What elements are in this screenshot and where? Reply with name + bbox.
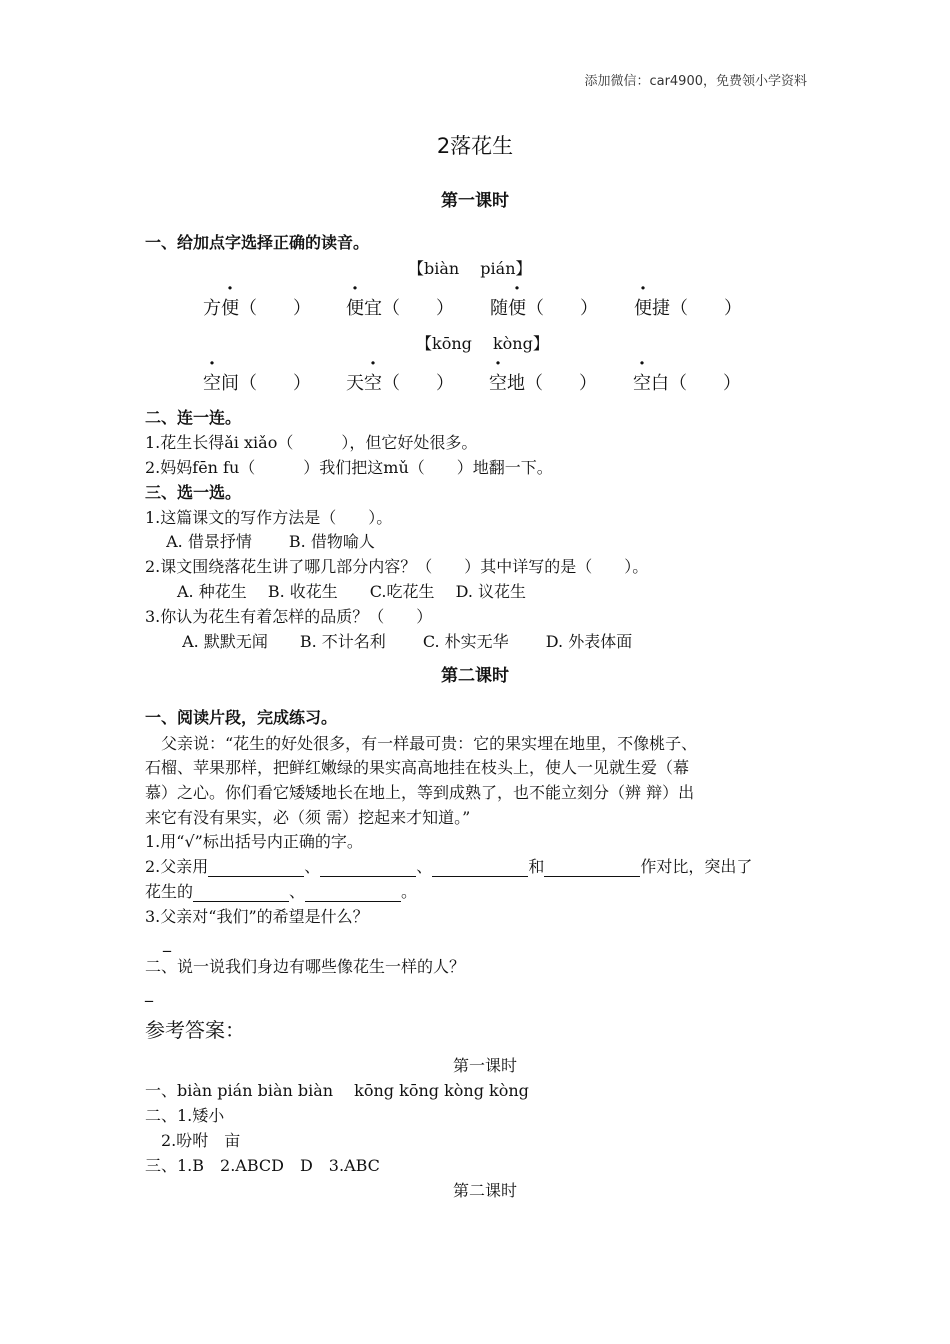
dotted-char: 空 [489, 373, 507, 394]
word-item: 空间（ ） [203, 369, 311, 395]
answer-blank[interactable] [208, 860, 304, 877]
list-item: 3.你认为花生有着怎样的品质？（ ） [145, 607, 433, 626]
dotted-char: 便 [508, 298, 526, 319]
word-item: 方便（ ） [203, 294, 311, 320]
word-item: 随便（ ） [490, 294, 598, 320]
passage-line: 来它有没有果实，必（须 需）挖起来才知道。” [145, 808, 471, 827]
word-item: 天空（ ） [346, 369, 454, 395]
list-item: 2.课文围绕落花生讲了哪几部分内容？（ ）其中详写的是（ ）。 [145, 557, 649, 576]
answer-item: 一、biàn pián biàn biàn kōng kōng kòng kòng [145, 1081, 529, 1100]
answer-item: 二、1.矮小 [145, 1106, 225, 1125]
answer-item: 三、1.B 2.ABCD D 3.ABC [145, 1156, 380, 1175]
dotted-char: 空 [633, 373, 651, 394]
q2-heading: 二、连一连。 [145, 408, 242, 427]
watermark: 添加微信：car4900，免费领小学资料 [584, 74, 807, 89]
answer-line[interactable]: _ [163, 933, 171, 952]
list-item: A. 默默无闻 B. 不计名利 C. 朴实无华 D. 外表体面 [145, 632, 633, 651]
list-item: 1.这篇课文的写作方法是（ ）。 [145, 508, 393, 527]
dotted-char: 便 [634, 298, 652, 319]
list-item: 2.妈妈fēn fu（ ）我们把这mǔ（ ）地翻一下。 [145, 458, 553, 477]
q1-heading: 一、给加点字选择正确的读音。 [145, 233, 370, 252]
list-item: 1.花生长得ǎi xiǎo（ ），但它好处很多。 [145, 433, 478, 452]
answer-item: 2.吩咐 亩 [145, 1131, 241, 1150]
dotted-char: 便 [346, 298, 364, 319]
lesson-1-label: 第一课时 [441, 191, 509, 211]
dotted-char: 便 [221, 298, 239, 319]
word-item: 空地（ ） [489, 369, 597, 395]
passage-line: 父亲说：“花生的好处很多，有一样最可贵：它的果实埋在地里，不像桃子、 [145, 734, 698, 753]
answer-line[interactable]: _ [145, 983, 153, 1002]
q3-heading: 三、选一选。 [145, 483, 242, 502]
sub-question-1: 1.用“√”标出括号内正确的字。 [145, 832, 363, 851]
word-item: 便捷（ ） [634, 294, 742, 320]
page-title: 2落花生 [436, 134, 514, 158]
sub-question-3: 3.父亲对“我们”的希望是什么？ [145, 907, 369, 926]
list-item: A. 种花生 B. 收花生 C.吃花生 D. 议花生 [145, 582, 527, 601]
answer-blank[interactable] [544, 860, 640, 877]
pinyin-group-2: 【kōng kòng】 [416, 334, 549, 353]
sub-question-2: 2.父亲用 、 、 和 作对比，突出了 [145, 857, 753, 876]
lesson-2-label: 第二课时 [441, 666, 509, 686]
sub-question-2-cont: 花生的 、 。 [145, 882, 418, 901]
q2-lesson2: 二、说一说我们身边有哪些像花生一样的人？ [145, 957, 466, 976]
word-item: 便宜（ ） [346, 294, 454, 320]
answer-blank[interactable] [432, 860, 528, 877]
answers-heading: 参考答案： [145, 1018, 245, 1042]
word-item: 空白（ ） [633, 369, 741, 395]
passage-line: 石榴、苹果那样，把鲜红嫩绿的果实高高地挂在枝头上，使人一见就生爱（幕 [145, 758, 690, 777]
dotted-char: 空 [203, 373, 221, 394]
answer-blank[interactable] [193, 885, 289, 902]
reading-heading: 一、阅读片段，完成练习。 [145, 708, 338, 727]
answer-blank[interactable] [320, 860, 416, 877]
answer-blank[interactable] [305, 885, 401, 902]
passage-line: 慕）之心。你们看它矮矮地长在地上，等到成熟了，也不能立刻分（辨 辩）出 [145, 783, 695, 802]
answers-lesson-2-label: 第二课时 [452, 1181, 517, 1200]
pinyin-group-1: 【biàn pián】 [408, 259, 532, 278]
list-item: A. 借景抒情 B. 借物喻人 [145, 532, 375, 551]
answers-lesson-1-label: 第一课时 [452, 1056, 517, 1075]
dotted-char: 空 [364, 373, 382, 394]
